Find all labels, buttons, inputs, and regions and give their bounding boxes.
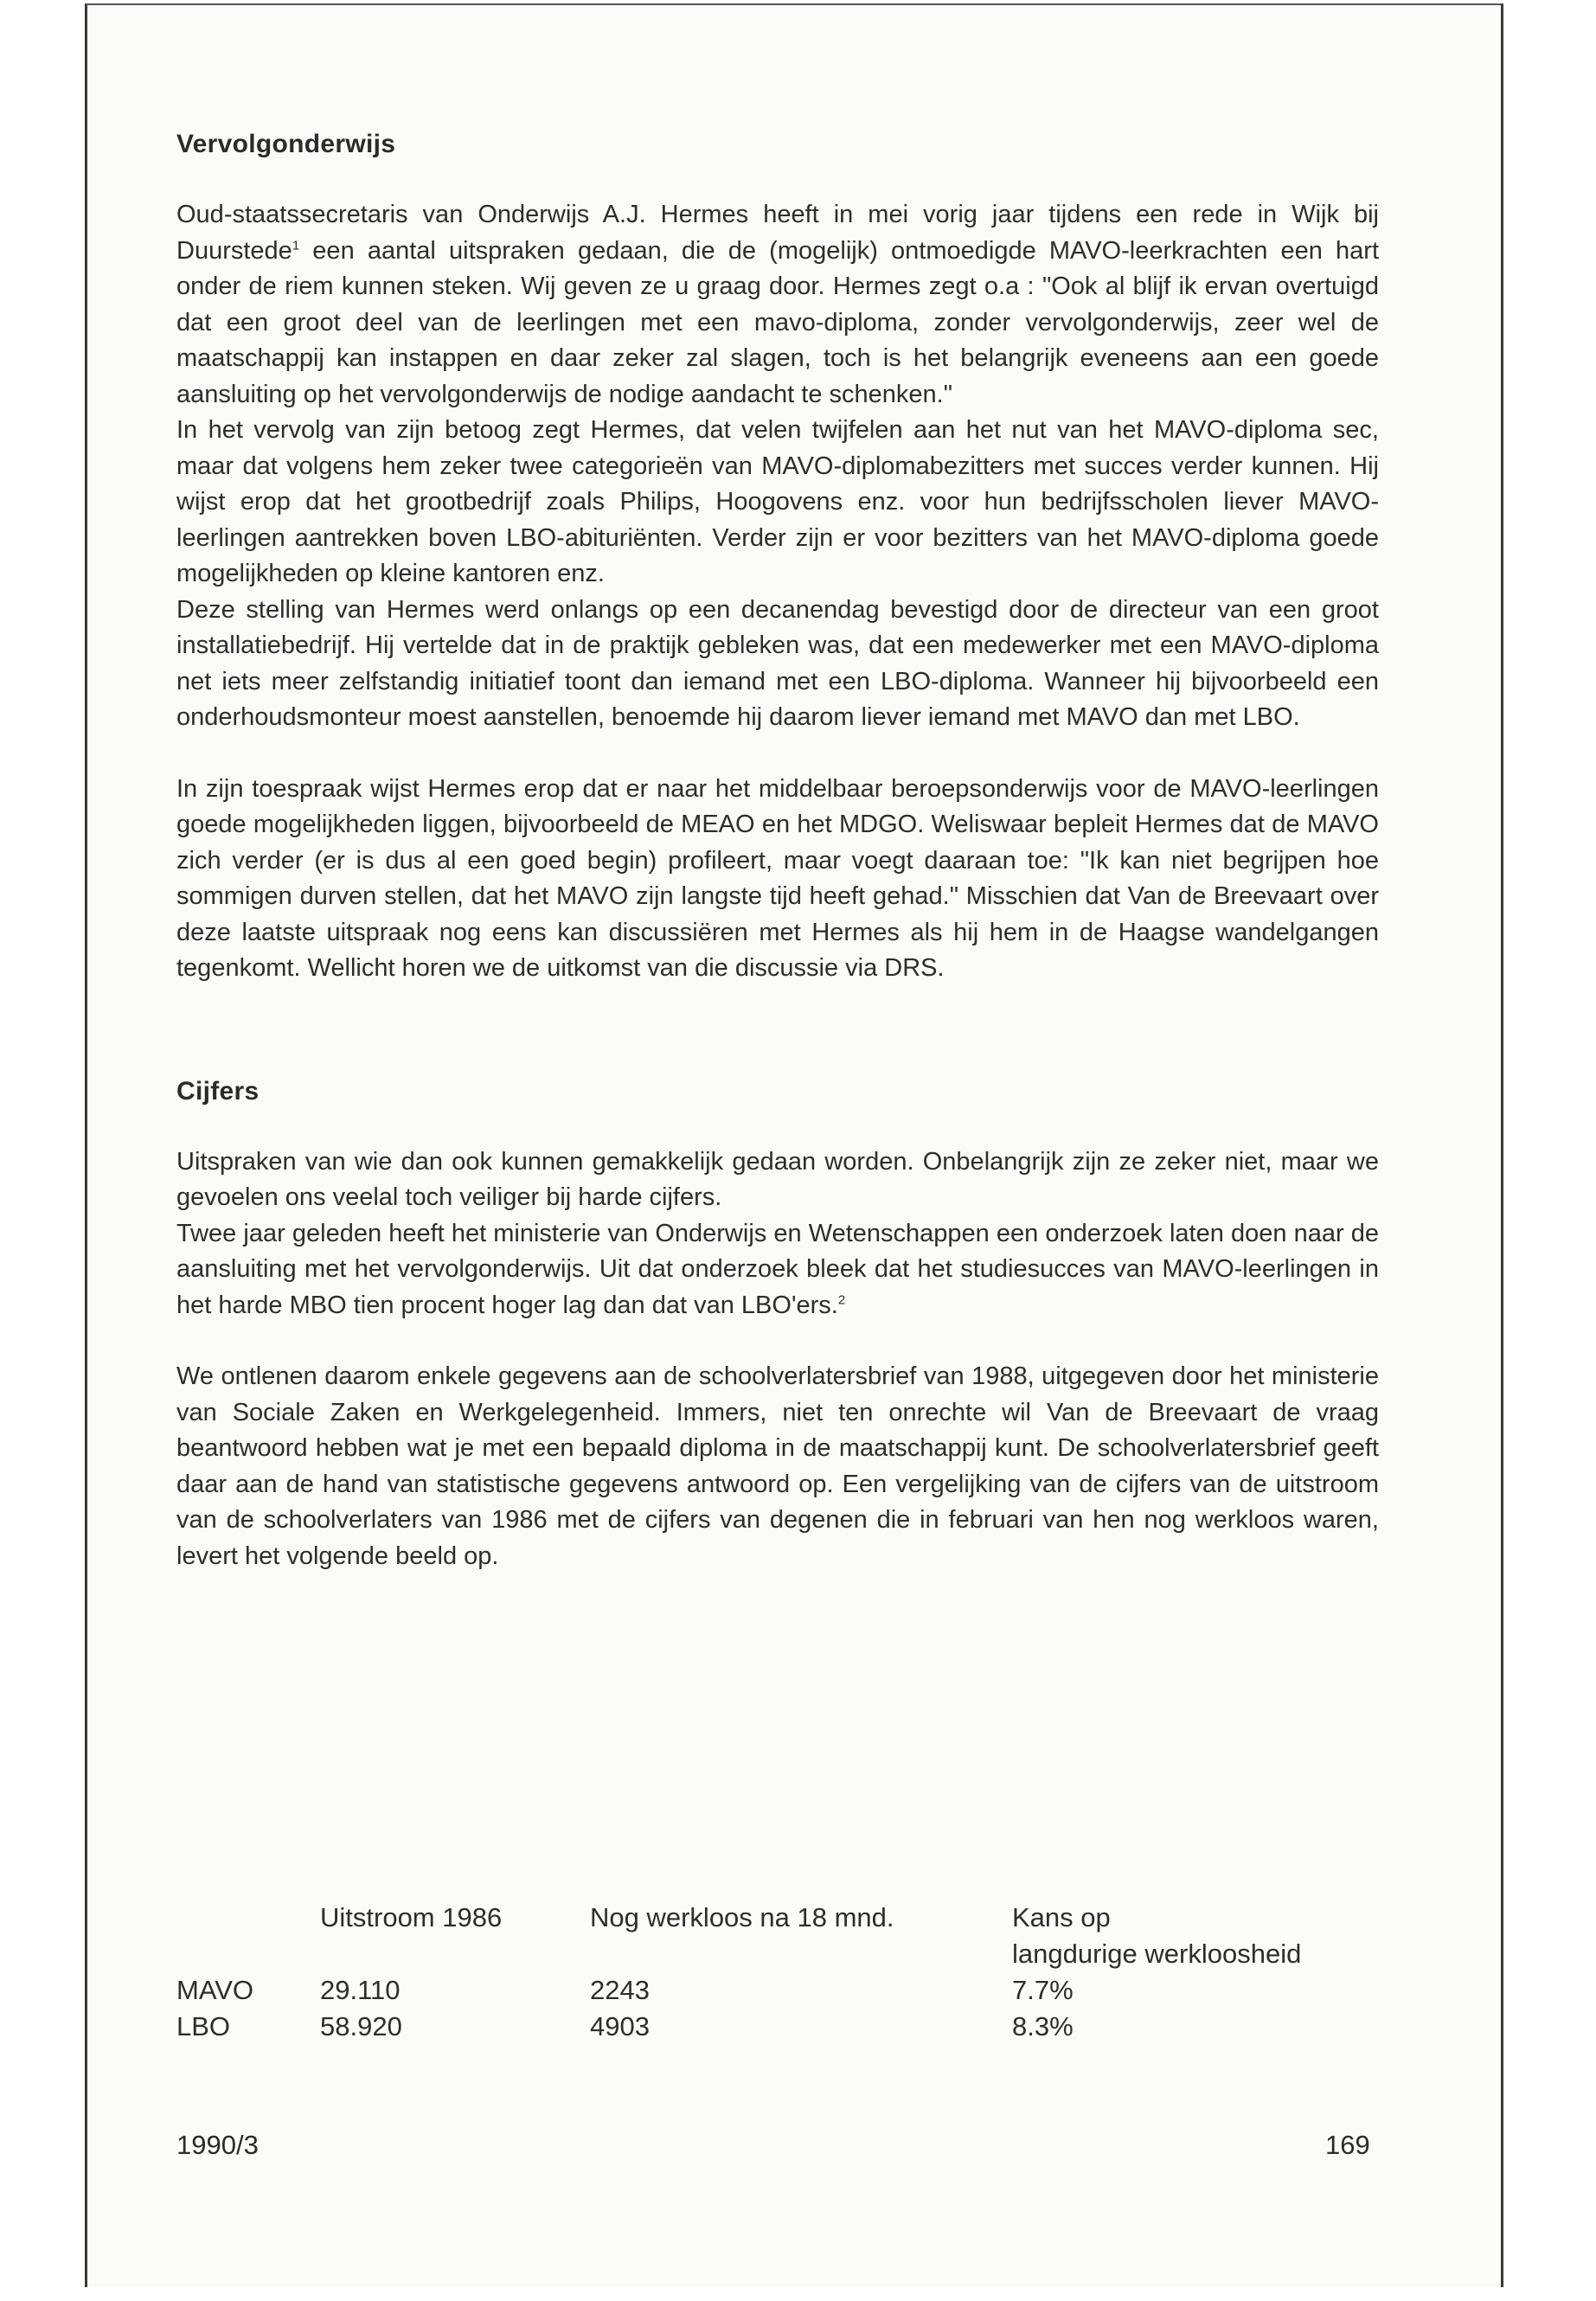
table-cell: 29.110 bbox=[320, 1975, 401, 2005]
table-cell: 2243 bbox=[590, 1975, 650, 2005]
table-header bbox=[176, 1900, 320, 1972]
paragraph: Twee jaar geleden heeft het ministerie van Onderwijs en Wetenschappen een onderzoek laten doen naar de aansluiting met het vervolgonderwijs. Uit dat onderzoek bleek dat het studiesucces van MAVO-leerlingen in het harde MBO tien procent hoger lag dan dat van LBO'ers.$^2$ bbox=[176, 1219, 1379, 1319]
table-cell: 4903 bbox=[590, 2011, 650, 2041]
section-heading-vervolgonderwijs: Vervolgonderwijs bbox=[176, 130, 396, 158]
footnote-marker: 2 bbox=[837, 1292, 846, 1307]
table-row bbox=[176, 2009, 1375, 2045]
table-cell: 7.7% bbox=[1012, 1975, 1074, 2005]
section-heading-cijfers: Cijfers bbox=[176, 1076, 260, 1106]
paragraph: Uitspraken van wie dan ook kunnen gemakkelijk gedaan worden. Onbelangrijk zijn ze zeker niet, maar we gevoelen ons veelal toch veiliger bij harde cijfers. bbox=[176, 1147, 1379, 1211]
issue-number: 1990/3 bbox=[176, 2130, 259, 2160]
article-body bbox=[176, 130, 1379, 1574]
table-cell: LBO bbox=[176, 2011, 231, 2041]
page-number: 169 bbox=[1325, 2130, 1370, 2160]
paragraph: In het vervolg van zijn betoog zegt Hermes, dat velen twijfelen aan het nut van het MAVO-diploma sec, maar dat volgens hem zeker twee categorieën van MAVO-diplomabezitters met succes verder kunnen. Hij wijst erop dat het grootbedrijf zoals Philips, Hoogovens enz. voor hun bedrijfsscholen liever MAVO-leerlingen aantrekken boven LBO-abituriënten. Verder zijn er voor bezitters van het MAVO-diploma goede mogelijkheden op kleine kantoren enz. bbox=[176, 416, 1379, 587]
paragraph: In zijn toespraak wijst Hermes erop dat er naar het middelbaar beroepsonderwijs voor de MAVO-leerlingen goede mogelijkheden liggen, bijvoorbeeld de MEAO en het MDGO. Weliswaar bepleit Hermes dat de MAVO zich verder (er is dus al een goed begin) profileert, maar voegt daaraan toe: "Ik kan niet begrijpen hoe sommigen durven stellen, dat het MAVO zijn langste tijd heeft gehad." Misschien dat Van de Breevaart over deze laatste uitspraak nog eens kan discussiëren met Hermes als hij hem in de Haagse wandelgangen tegenkomt. Wellicht horen we de uitkomst van die discussie via DRS. bbox=[176, 774, 1379, 982]
table-header-row bbox=[176, 1900, 1375, 1972]
table-cell: MAVO bbox=[176, 1975, 253, 2005]
table-cell: 58.920 bbox=[320, 2011, 402, 2041]
paragraph: Deze stelling van Hermes werd onlangs op een decanendag bevestigd door de directeur van een groot installatiebedrijf. Hij vertelde dat in de praktijk gebleken was, dat een medewerker met een MAVO-diploma net iets meer zelfstandig initiatief toont dan iemand met een LBO-diploma. Wanneer hij bijvoorbeeld een onderhoudsmonteur moest aanstellen, benoemde hij daarom liever iemand met MAVO dan met LBO. bbox=[176, 595, 1379, 731]
table-header: Kans op langdurige werkloosheid bbox=[1012, 1902, 1302, 1969]
table-row bbox=[176, 1972, 1375, 2009]
table-header: Uitstroom 1986 bbox=[320, 1902, 503, 1932]
footnote-marker: 1 bbox=[292, 237, 300, 253]
paragraph: We ontlenen daarom enkele gegevens aan de schoolverlatersbrief van 1988, uitgegeven door het ministerie van Sociale Zaken en Werkgelegenheid. Immers, niet ten onrechte wil Van de Breevaart de vraag beantwoord hebben wat je met een bepaald diploma in de maatschappij kunt. De schoolverlatersbrief geeft daar aan de hand van statistische gegevens antwoord op. Een vergelijking van de cijfers van de uitstroom van de schoolverlaters van 1986 met de cijfers van degenen die in februari van hen nog werkloos waren, levert het volgende beeld op. bbox=[176, 1362, 1379, 1570]
statistics-table bbox=[176, 1900, 1375, 2045]
table-cell: 8.3% bbox=[1012, 2011, 1074, 2041]
paragraph: Oud-staatssecretaris van Onderwijs A.J. Hermes heeft in mei vorig jaar tijdens een rede in Wijk bij Duurstede$^1$ een aantal uitspraken gedaan, die de (mogelijk) ontmoedigde MAVO-leerkrachten een hart onder de riem kunnen steken. Wij geven ze u graag door. Hermes zegt o.a : "Ook al blijf ik ervan overtuigd dat een groot deel van de leerlingen met een mavo-diploma, zonder vervolgonderwijs, zeer wel de maatschappij kan instappen en daar zeker zal slagen, toch is het belangrijk eveneens aan een goede aansluiting op het vervolgonderwijs de nodige aandacht te schenken." bbox=[176, 201, 1379, 408]
table-header: Nog werkloos na 18 mnd. bbox=[590, 1902, 894, 1932]
